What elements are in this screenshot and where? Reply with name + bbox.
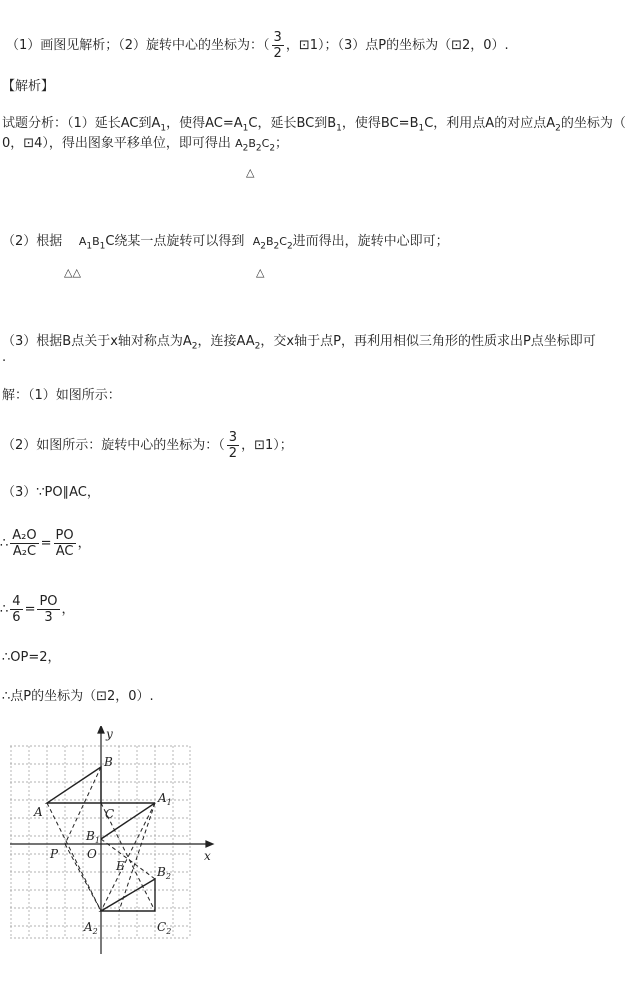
- label-b1: $B_1$: [86, 829, 100, 845]
- label-a: A: [34, 805, 43, 819]
- frac-num: 3: [228, 430, 238, 445]
- frac-den: 2: [228, 446, 238, 461]
- subscript: 2: [255, 143, 262, 154]
- analysis-text: ，使得AC=A: [166, 116, 243, 131]
- subscript: 2: [242, 143, 249, 154]
- analysis-text: 进而得出，旋转中心即可；: [292, 234, 449, 249]
- triangle-symbols: △△: [64, 266, 81, 279]
- analysis-text: C，延长BC到B: [248, 116, 337, 131]
- analysis-line-4: [2, 333, 596, 356]
- therefore-symbol: ∴: [0, 602, 9, 617]
- answer-frac-num: 3: [273, 30, 282, 45]
- fraction-po-3: [37, 594, 59, 625]
- analysis-line-2: [2, 135, 288, 158]
- op-result: ∴OP=2，: [2, 650, 61, 665]
- analysis-line-4-dot: .: [2, 350, 7, 365]
- frac-num: PO: [39, 594, 58, 609]
- ratio-equation-1: [0, 528, 91, 559]
- equals-sign: =: [24, 602, 36, 617]
- subscript: 1: [99, 241, 106, 252]
- analysis-text: B: [248, 137, 256, 150]
- label-o: O: [87, 847, 97, 861]
- analysis-text: C: [279, 235, 287, 248]
- frac-num: A₂O: [12, 528, 37, 543]
- analysis-text: ，使得BC=B: [341, 116, 419, 131]
- analysis-text: A: [78, 235, 87, 248]
- analysis-text: A: [235, 137, 243, 150]
- subscript: 1: [242, 123, 249, 134]
- label-x: x: [204, 849, 211, 863]
- label-p: P: [50, 847, 59, 861]
- fraction-po-ac: [54, 528, 76, 559]
- analysis-line-3: [2, 233, 449, 256]
- frac-den: AC: [55, 544, 74, 559]
- equals-sign: =: [40, 536, 52, 551]
- analysis-text: B: [92, 235, 100, 248]
- analysis-text: ，连接AA: [197, 334, 255, 349]
- analysis-text: C: [261, 137, 270, 150]
- grid: [10, 746, 190, 938]
- analysis-text: ；: [275, 136, 289, 151]
- answer-line: [6, 30, 509, 61]
- subscript: 2: [286, 241, 293, 252]
- triangle-symbol: △: [256, 266, 265, 279]
- fraction-a2o-a2c: [10, 528, 38, 559]
- subscript: 1: [336, 123, 342, 134]
- analysis-text: （3）根据B点关于x轴对称点为A: [2, 334, 192, 349]
- label-b: B: [104, 755, 113, 769]
- analysis-text: 的坐标为（: [560, 116, 626, 131]
- answer-text-2: ，⊡1）；（3）点P的坐标为（⊡2，0）.: [285, 38, 509, 53]
- rotation-center-fraction: [227, 430, 239, 461]
- subscript: 1: [418, 123, 425, 134]
- coordinate-figure: [10, 726, 220, 956]
- solution-step-2: [2, 430, 293, 461]
- point-labels: [33, 727, 211, 936]
- label-a2: $A_2$: [84, 920, 98, 936]
- answer-frac-den: 2: [273, 46, 282, 61]
- fraction-4-6: [10, 594, 22, 625]
- analysis-text: C绕某一点旋转可以得到: [105, 234, 245, 249]
- subscript: 2: [260, 241, 266, 252]
- frac-num: 4: [12, 594, 21, 609]
- analysis-text: ，交x轴于点P，再利用相似三角形的性质求出P点坐标即可: [260, 334, 596, 349]
- subscript: 2: [555, 123, 561, 134]
- analysis-heading: 【解析】: [2, 79, 55, 94]
- therefore-symbol: ∴: [0, 536, 9, 551]
- solution-step-1: 解：（1）如图所示：: [2, 388, 121, 403]
- solution-text: ，⊡1）；: [241, 438, 293, 453]
- final-answer: ∴点P的坐标为（⊡2，0）.: [2, 689, 154, 704]
- solution-step-3: （3）∵PO∥AC，: [2, 485, 100, 500]
- answer-text-1: （1）画图见解析；（2）旋转中心的坐标为：（: [6, 38, 270, 53]
- analysis-text: A: [252, 235, 261, 248]
- analysis-text: C，利用点A的对应点A: [424, 116, 556, 131]
- analysis-text: （2）根据: [2, 234, 63, 249]
- frac-den: 3: [44, 610, 53, 625]
- frac-den: 6: [12, 610, 21, 625]
- subscript: 1: [86, 241, 93, 252]
- label-e: E: [116, 859, 125, 873]
- label-b2: $B_2$: [157, 865, 171, 881]
- comma: ，: [61, 602, 75, 617]
- analysis-text: 0，⊡4），得出图象平移单位，即可得出: [2, 136, 231, 151]
- label-a1: $A_1$: [158, 791, 172, 807]
- frac-num: PO: [55, 528, 74, 543]
- label-c: C: [105, 807, 115, 821]
- frac-den: A₂C: [12, 544, 37, 559]
- subscript: 2: [273, 241, 280, 252]
- analysis-text: B: [265, 235, 274, 248]
- comma: ，: [77, 536, 91, 551]
- solution-text: （2）如图所示：旋转中心的坐标为：（: [2, 438, 225, 453]
- subscript: 1: [160, 123, 167, 134]
- analysis-text: 试题分析：（1）延长AC到A: [2, 116, 161, 131]
- subscript: 2: [269, 143, 276, 154]
- ratio-equation-2: [0, 594, 75, 625]
- subscript: 2: [254, 341, 261, 352]
- subscript: 2: [191, 341, 198, 352]
- label-y: y: [106, 727, 113, 741]
- answer-fraction: [272, 30, 284, 61]
- triangle-symbol: △: [246, 166, 255, 179]
- label-c2: $C_2$: [157, 920, 172, 936]
